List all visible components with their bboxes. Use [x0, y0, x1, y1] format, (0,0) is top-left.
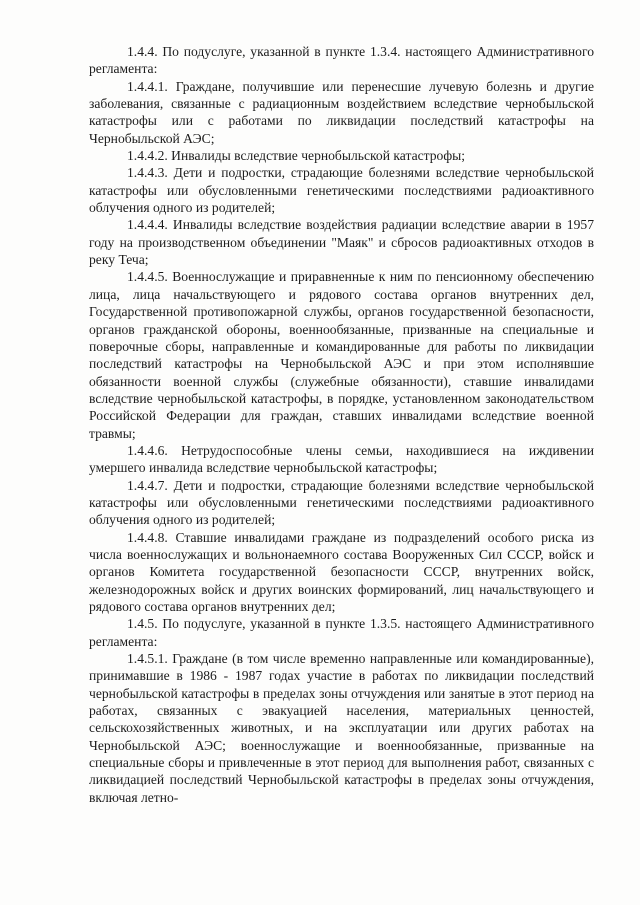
clause-1-4-4: 1.4.4. По подуслуге, указанной в пункте 1.3.4. настоящего Административного регламента:: [89, 44, 594, 77]
clause-1-4-4-5: 1.4.4.5. Военнослужащие и приравненные к ним по пенсионному обеспечению лица, лица начальствующего и рядового состава органов внутренних дел, Государственной противопожарной службы, органов государственной безопасности, органов гражданской обороны, военнообязанные, призванные на специальные и поверочные сборы, направленные и командированные для работы по ликвидации последствий катастрофы на Чернобыльской АЭС и при этом исполнявшие обязанности военной службы (служебные обязанности), ставшие инвалидами вследствие чернобыльской катастрофы, в порядке, установленном законодательством Российской Федерации для граждан, ставших инвалидами вследствие военной травмы;: [89, 269, 594, 441]
clause-1-4-4-8: 1.4.4.8. Ставшие инвалидами граждане из подразделений особого риска из числа военнослужащих и вольнонаемного состава Вооруженных Сил СССР, войск и органов Комитета государственной безопасности СССР, внутренних войск, железнодорожных войск и других воинских формирований, лиц начальствующего и рядового состава органов внутренних дел;: [89, 529, 594, 614]
clause-1-4-4-4: 1.4.4.4. Инвалиды вследствие воздействия радиации вследствие аварии в 1957 году на производственном объединении "Маяк" и сбросов радиоактивных отходов в реку Теча;: [89, 217, 594, 268]
clause-1-4-4-3: 1.4.4.3. Дети и подростки, страдающие болезнями вследствие чернобыльской катастрофы или обусловленными генетическими последствиями радиоактивного облучения одного из родителей;: [89, 165, 594, 216]
regulation-text: [89, 43, 594, 806]
clause-1-4-4-6: 1.4.4.6. Нетрудоспособные члены семьи, находившиеся на иждивении умершего инвалида вследствие чернобыльской катастрофы;: [89, 442, 594, 476]
clause-1-4-4-7: 1.4.4.7. Дети и подростки, страдающие болезнями вследствие чернобыльской катастрофы или обусловленными генетическими последствиями радиоактивного облучения одного из родителей;: [89, 477, 594, 528]
clause-1-4-5-1: 1.4.5.1. Граждане (в том числе временно направленные или командированные), принимавшие в 1986 - 1987 годах участие в работах по ликвидации последствий чернобыльской катастрофы в пределах зоны отчуждения или занятые в этот период на работах, связанных с эвакуацией населения, материальных ценностей, сельскохозяйственных животных, и на эксплуатации или других работах на Чернобыльской АЭС; военнослужащие и военнообязанные, призванные на специальные сборы и привлеченные в этот период для выполнения работ, связанных с ликвидацией последствий Чернобыльской катастрофы в пределах зоны отчуждения, включая летно-: [89, 651, 594, 805]
clause-1-4-4-2: 1.4.4.2. Инвалиды вследствие чернобыльской катастрофы;: [127, 148, 466, 164]
clause-1-4-5: 1.4.5. По подуслуге, указанной в пункте 1.3.5. настоящего Административного регламента:: [89, 616, 594, 649]
clause-1-4-4-1: 1.4.4.1. Граждане, получившие или перенесшие лучевую болезнь и другие заболевания, связанные с радиационным воздействием вследствие чернобыльской катастрофы или с работами по ликвидации последствий катастрофы на Чернобыльской АЭС;: [89, 78, 594, 146]
